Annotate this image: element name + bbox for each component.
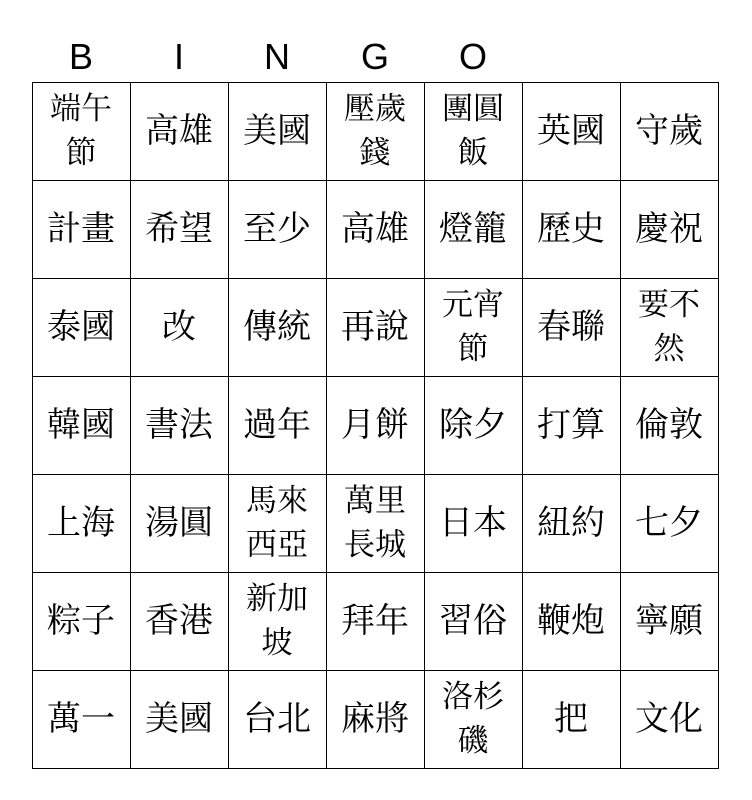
bingo-cell[interactable] <box>620 572 719 671</box>
bingo-cell[interactable] <box>522 82 621 181</box>
bingo-cell[interactable] <box>326 474 425 573</box>
bingo-cell[interactable] <box>32 82 131 181</box>
bingo-cell-word: 上海 <box>47 503 115 543</box>
bingo-cell[interactable] <box>228 180 327 279</box>
bingo-cell-word: 傳統 <box>243 307 311 347</box>
bingo-cell[interactable] <box>326 572 425 671</box>
header-letter-o: O <box>458 36 487 77</box>
bingo-cell[interactable] <box>522 180 621 279</box>
bingo-cell-word: 至少 <box>243 209 311 249</box>
bingo-cell-word: 紐約 <box>537 503 605 543</box>
bingo-cell-word: 萬一 <box>47 699 115 739</box>
bingo-cell[interactable] <box>228 376 327 475</box>
bingo-cell[interactable] <box>228 278 327 377</box>
bingo-cell[interactable] <box>228 572 327 671</box>
bingo-cell-word: 新加坡 <box>246 581 308 661</box>
bingo-cell[interactable] <box>32 278 131 377</box>
bingo-cell-word: 香港 <box>145 601 213 641</box>
header-letter-b: B <box>68 36 93 77</box>
bingo-cell-word: 打算 <box>537 405 605 445</box>
bingo-cell-word: 拜年 <box>341 601 409 641</box>
bingo-cell[interactable] <box>228 670 327 769</box>
bingo-cell-word: 燈籠 <box>439 209 507 249</box>
bingo-cell-word: 計畫 <box>47 209 115 249</box>
bingo-cell[interactable] <box>620 180 719 279</box>
bingo-cell-word: 習俗 <box>439 601 507 641</box>
bingo-cell-word: 要不然 <box>638 287 700 367</box>
bingo-cell-word: 粽子 <box>47 601 115 641</box>
bingo-cell[interactable] <box>620 278 719 377</box>
bingo-cell-word: 月餅 <box>341 405 409 445</box>
bingo-cell[interactable] <box>130 572 229 671</box>
bingo-cell[interactable] <box>228 474 327 573</box>
bingo-cell-word: 日本 <box>439 503 507 543</box>
bingo-cell[interactable] <box>424 180 523 279</box>
bingo-cell-word: 團圓飯 <box>442 91 504 171</box>
bingo-cell-word: 文化 <box>635 699 703 739</box>
bingo-cell[interactable] <box>326 180 425 279</box>
bingo-cell[interactable] <box>130 670 229 769</box>
bingo-cell[interactable] <box>522 474 621 573</box>
bingo-cell[interactable] <box>32 670 131 769</box>
bingo-cell[interactable] <box>32 572 131 671</box>
bingo-cell[interactable] <box>32 376 131 475</box>
bingo-cell[interactable] <box>620 376 719 475</box>
bingo-cell-word: 萬里長城 <box>344 483 406 563</box>
bingo-cell[interactable] <box>32 180 131 279</box>
bingo-cell-word: 麻將 <box>341 699 409 739</box>
bingo-cell[interactable] <box>32 474 131 573</box>
bingo-cell-word: 泰國 <box>47 307 115 347</box>
bingo-cell[interactable] <box>620 82 719 181</box>
bingo-cell-word: 除夕 <box>439 405 507 445</box>
bingo-cell-word: 馬來西亞 <box>246 483 308 563</box>
bingo-cell[interactable] <box>326 278 425 377</box>
bingo-cell[interactable] <box>522 572 621 671</box>
bingo-cell-word: 書法 <box>145 405 213 445</box>
bingo-cell-word: 美國 <box>243 111 311 151</box>
bingo-grid <box>32 82 718 768</box>
bingo-cell[interactable] <box>522 670 621 769</box>
bingo-cell-word: 台北 <box>243 699 311 739</box>
bingo-cell[interactable] <box>326 376 425 475</box>
bingo-cell-word: 美國 <box>145 699 213 739</box>
bingo-cell[interactable] <box>424 82 523 181</box>
bingo-cell[interactable] <box>522 278 621 377</box>
bingo-cell-word: 倫敦 <box>635 405 703 445</box>
bingo-cell[interactable] <box>130 180 229 279</box>
bingo-cell[interactable] <box>424 572 523 671</box>
bingo-cell-word: 湯圓 <box>145 503 213 543</box>
bingo-cell[interactable] <box>424 278 523 377</box>
bingo-cell-word: 高雄 <box>145 111 213 151</box>
header-letter-g: G <box>360 36 389 77</box>
bingo-cell-word: 把 <box>554 699 588 739</box>
bingo-cell-word: 希望 <box>145 209 213 249</box>
bingo-cell-word: 英國 <box>537 111 605 151</box>
bingo-cell-word: 壓歲錢 <box>344 91 406 171</box>
bingo-cell[interactable] <box>130 474 229 573</box>
bingo-cell[interactable] <box>130 82 229 181</box>
bingo-cell[interactable] <box>326 82 425 181</box>
bingo-cell[interactable] <box>522 376 621 475</box>
bingo-cell[interactable] <box>130 376 229 475</box>
header-letter-n: N <box>264 36 290 77</box>
bingo-cell-word: 鞭炮 <box>537 601 605 641</box>
bingo-cell-word: 守歲 <box>635 111 703 151</box>
bingo-cell-word: 端午節 <box>50 91 112 171</box>
bingo-cell-word: 寧願 <box>635 601 703 641</box>
bingo-cell-word: 改 <box>162 307 196 347</box>
bingo-cell-word: 七夕 <box>635 503 703 543</box>
bingo-cell[interactable] <box>326 670 425 769</box>
bingo-cell-word: 韓國 <box>47 405 115 445</box>
bingo-cell-word: 過年 <box>243 405 311 445</box>
bingo-cell-word: 元宵節 <box>442 287 504 367</box>
bingo-cell[interactable] <box>620 474 719 573</box>
header-letter-i: I <box>173 36 184 77</box>
bingo-cell[interactable] <box>620 670 719 769</box>
bingo-cell-word: 洛杉磯 <box>442 679 504 759</box>
bingo-cell-word: 再說 <box>341 307 409 347</box>
bingo-cell[interactable] <box>424 670 523 769</box>
bingo-cell[interactable] <box>130 278 229 377</box>
bingo-cell-word: 慶祝 <box>635 209 703 249</box>
bingo-cell-word: 歷史 <box>537 209 605 249</box>
bingo-cell[interactable] <box>228 82 327 181</box>
bingo-cell-word: 春聯 <box>537 307 605 347</box>
bingo-header <box>32 32 718 82</box>
bingo-cell[interactable] <box>424 474 523 573</box>
bingo-cell[interactable] <box>424 376 523 475</box>
bingo-cell-word: 高雄 <box>341 209 409 249</box>
